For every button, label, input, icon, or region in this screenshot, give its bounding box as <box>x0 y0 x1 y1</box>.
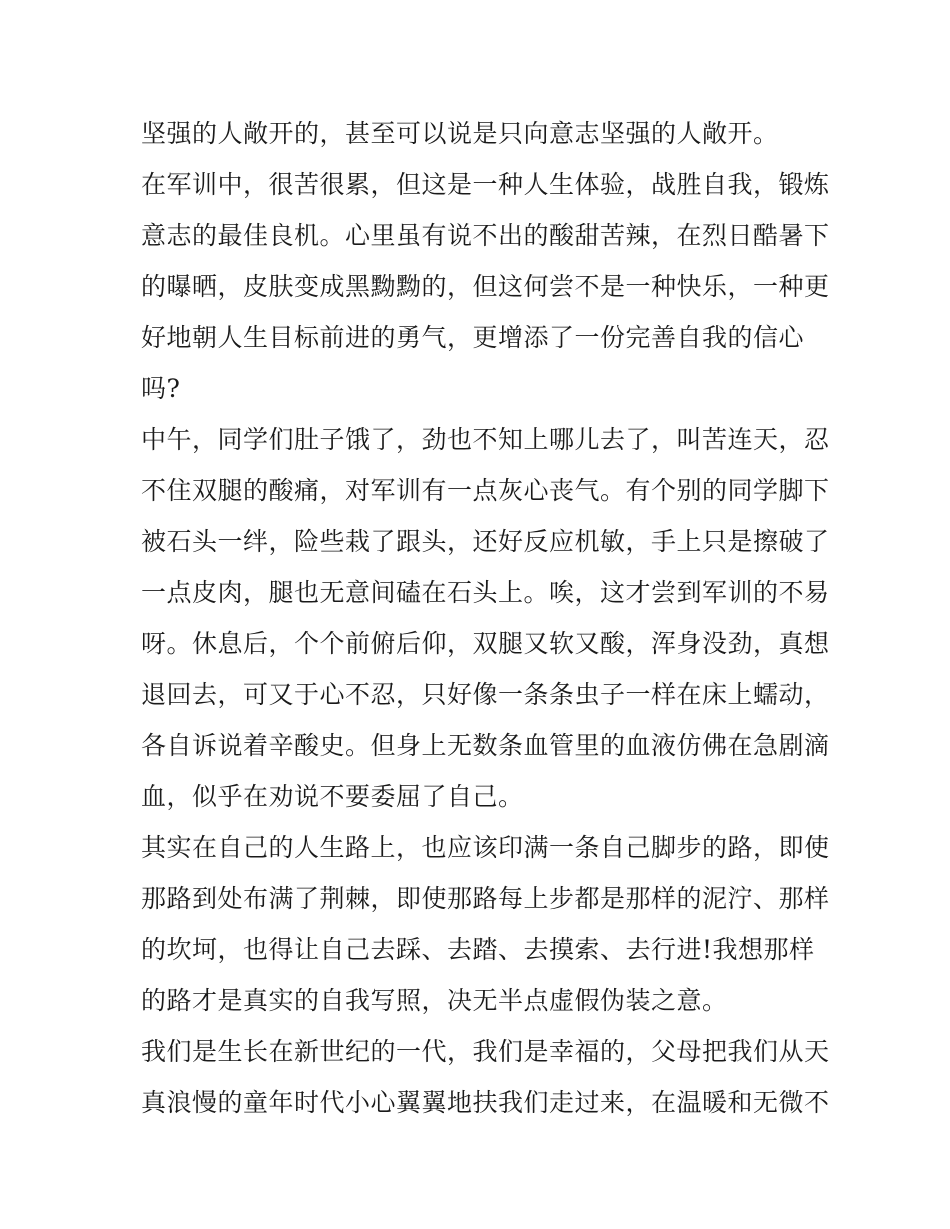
text-line: 好地朝人生目标前进的勇气，更增添了一份完善自我的信心 <box>141 323 805 352</box>
text-line: 真浪慢的童年时代小心翼翼地扶我们走过来，在温暖和无微不 <box>141 1088 830 1117</box>
text-line: 各自诉说着辛酸史。但身上无数条血管里的血液仿佛在急剧滴 <box>141 731 830 760</box>
text-line: 其实在自己的人生路上，也应该印满一条自己脚步的路，即使 <box>141 833 830 862</box>
text-line: 意志的最佳良机。心里虽有说不出的酸甜苦辣，在烈日酷暑下 <box>141 221 830 250</box>
text-line: 呀。休息后，个个前俯后仰，双腿又软又酸，浑身没劲，真想 <box>141 629 830 658</box>
text-line: 中午，同学们肚子饿了，劲也不知上哪儿去了，叫苦连天，忍 <box>141 425 830 454</box>
text-line: 那路到处布满了荆棘，即使那路每上步都是那样的泥泞、那样 <box>141 884 830 913</box>
text-line: 的曝晒，皮肤变成黑黝黝的，但这何尝不是一种快乐，一种更 <box>141 272 830 301</box>
text-line: 血，似乎在劝说不要委屈了自己。 <box>141 782 524 811</box>
text-line: 的路才是真实的自我写照，决无半点虚假伪装之意。 <box>141 986 728 1015</box>
text-line: 被石头一绊，险些栽了跟头，还好反应机敏，手上只是擦破了 <box>141 527 830 556</box>
text-line: 退回去，可又于心不忍，只好像一条条虫子一样在床上蠕动， <box>141 680 830 709</box>
text-line: 一点皮肉，腿也无意间磕在石头上。唉，这才尝到军训的不易 <box>141 578 830 607</box>
text-line: 的坎坷，也得让自己去踩、去踏、去摸索、去行进!我想那样 <box>141 935 815 964</box>
text-line: 吗? <box>141 374 181 403</box>
body-text <box>141 108 830 1128</box>
text-line: 在军训中，很苦很累，但这是一种人生体验，战胜自我，锻炼 <box>141 170 830 199</box>
text-line: 坚强的人敞开的，甚至可以说是只向意志坚强的人敞开。 <box>141 119 779 148</box>
text-line: 不住双腿的酸痛，对军训有一点灰心丧气。有个别的同学脚下 <box>141 476 830 505</box>
text-line: 我们是生长在新世纪的一代，我们是幸福的，父母把我们从天 <box>141 1037 830 1066</box>
